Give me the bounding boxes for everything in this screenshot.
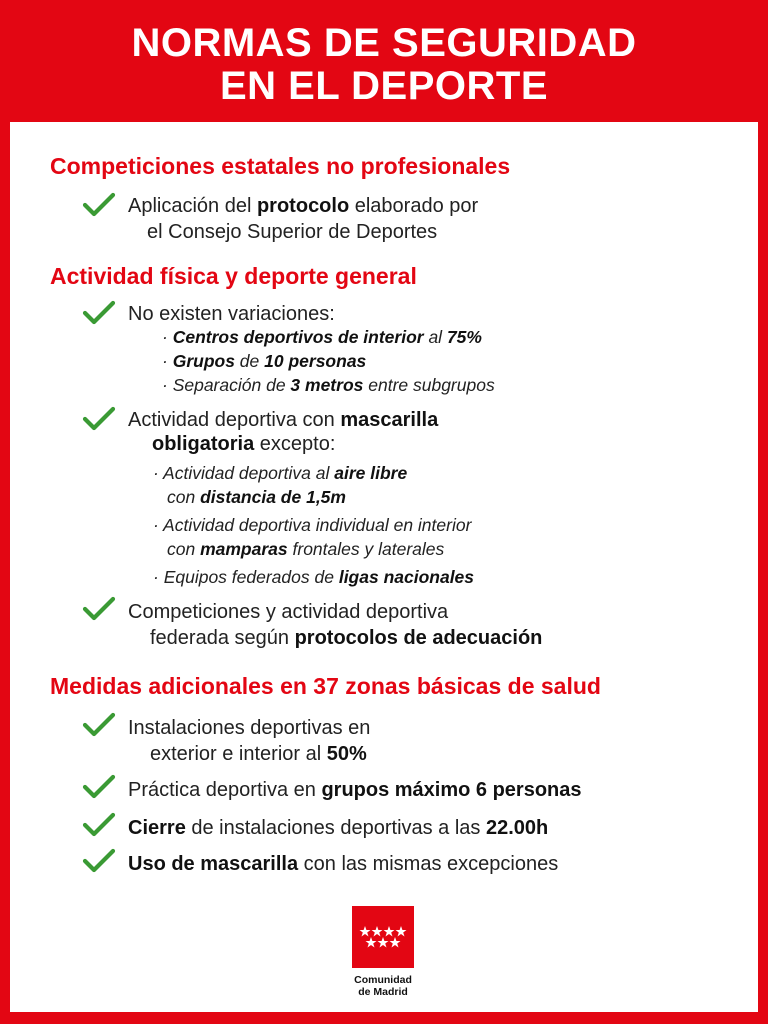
sub-item: · Centros deportivos de interior al 75% — [162, 327, 482, 347]
check-icon — [82, 712, 116, 738]
item-line: Uso de mascarilla con las mismas excepciones — [128, 853, 559, 875]
page-title — [0, 22, 768, 108]
title-line-1: NORMAS DE SEGURIDAD — [131, 21, 637, 65]
sub-item: · Actividad deportiva al aire libre — [153, 463, 408, 483]
item-line: Actividad deportiva con mascarilla — [128, 409, 439, 431]
madrid-stars-logo-icon — [352, 906, 414, 968]
sub-item: · Equipos federados de ligas nacionales — [153, 567, 475, 587]
check-icon — [82, 406, 116, 432]
content-card — [10, 122, 758, 1012]
item-line: el Consejo Superior de Deportes — [147, 221, 438, 243]
sub-item: · Grupos de 10 personas — [162, 351, 367, 371]
check-icon — [82, 192, 116, 218]
section-heading-actividad: Actividad física y deporte general — [50, 263, 417, 289]
section-heading-medidas: Medidas adicionales en 37 zonas básicas de salud — [50, 673, 601, 699]
item-line: Práctica deportiva en grupos máximo 6 personas — [128, 779, 582, 801]
title-line-2: EN EL DEPORTE — [219, 64, 549, 108]
item-line: Aplicación del protocolo elaborado por — [128, 195, 479, 217]
item-line: Instalaciones deportivas en — [128, 717, 371, 739]
section-heading-competiciones: Competiciones estatales no profesionales — [50, 153, 511, 179]
item-line: Cierre de instalaciones deportivas a las 22.00h — [128, 817, 549, 839]
sub-item: con mamparas frontales y laterales — [167, 539, 445, 559]
item-line: No existen variaciones: — [128, 303, 335, 325]
item-line: federada según protocolos de adecuación — [150, 627, 543, 649]
sub-item: con distancia de 1,5m — [167, 487, 346, 507]
check-icon — [82, 848, 116, 874]
sub-item: · Separación de 3 metros entre subgrupos — [162, 375, 495, 395]
item-line: Competiciones y actividad deportiva — [128, 601, 449, 623]
check-icon — [82, 774, 116, 800]
item-line: exterior e interior al 50% — [150, 743, 367, 765]
item-line: obligatoria excepto: — [152, 433, 336, 455]
logo-text: Comunidad de Madrid — [354, 974, 412, 998]
check-icon — [82, 596, 116, 622]
check-icon — [82, 812, 116, 838]
check-icon — [82, 300, 116, 326]
sub-item: · Actividad deportiva individual en interior — [153, 515, 472, 535]
